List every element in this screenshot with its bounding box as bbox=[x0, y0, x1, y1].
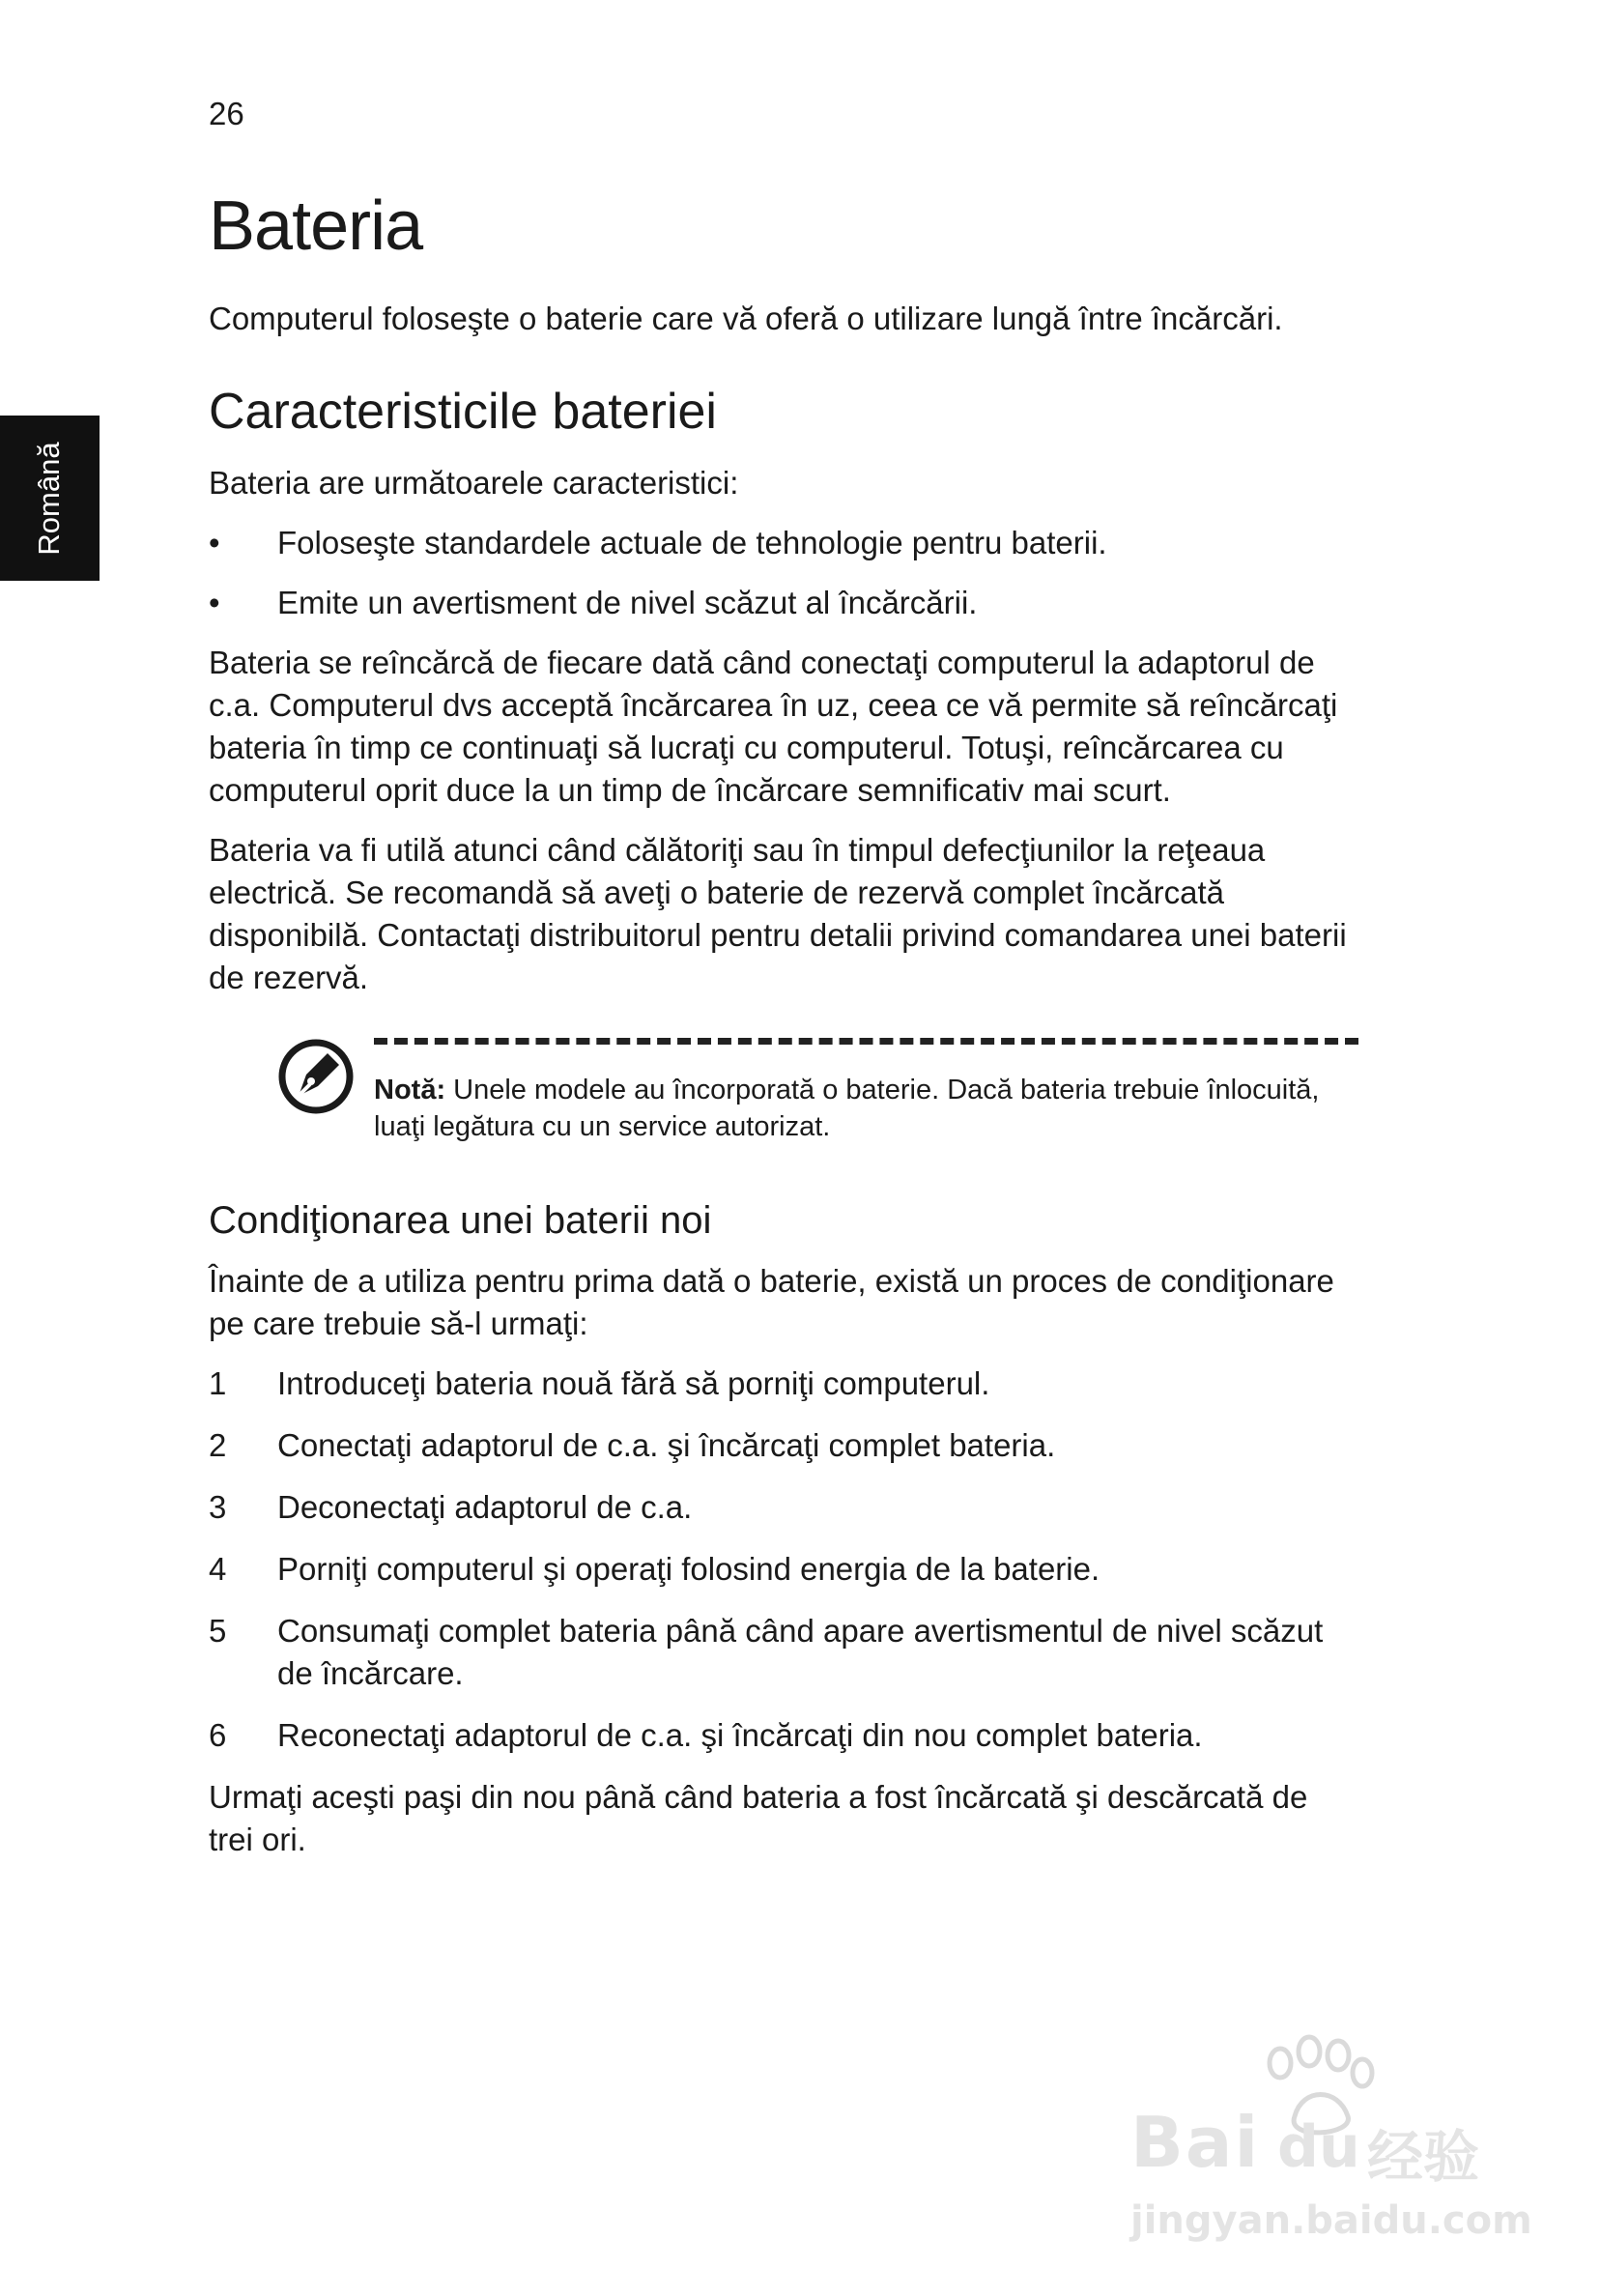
step-text: Reconectaţi adaptorul de c.a. şi încărcaţi din nou complet bateria. bbox=[277, 1717, 1203, 1753]
step-number: 6 bbox=[209, 1717, 227, 1753]
step-item bbox=[209, 1486, 1358, 1529]
step-text: Introduceţi bateria nouă fără să porniţi computerul. bbox=[277, 1365, 990, 1401]
bullet-marker: • bbox=[209, 585, 220, 620]
intro-paragraph: Computerul foloseşte o baterie care vă oferă o utilizare lungă între încărcări. bbox=[209, 301, 1283, 336]
note-pen-icon bbox=[277, 1038, 355, 1115]
step-number: 4 bbox=[209, 1551, 227, 1587]
language-tab bbox=[0, 416, 100, 581]
watermark-cn: 经验 bbox=[1367, 2124, 1480, 2190]
step-text: Deconectaţi adaptorul de c.a. bbox=[277, 1489, 693, 1525]
language-tab-label: Română bbox=[32, 442, 66, 556]
list-item bbox=[209, 522, 1358, 564]
step-number: 2 bbox=[209, 1427, 227, 1463]
bullet-marker: • bbox=[209, 525, 220, 560]
page-number: 26 bbox=[209, 96, 244, 131]
list-item-text: Foloseşte standardele actuale de tehnologie pentru baterii. bbox=[277, 525, 1107, 560]
step-item bbox=[209, 1363, 1358, 1405]
step-item bbox=[209, 1610, 1358, 1695]
step-item bbox=[209, 1714, 1358, 1757]
baidu-watermark bbox=[1130, 2034, 1532, 2256]
watermark-brand-tail: du bbox=[1277, 2113, 1360, 2181]
section-lead: Bateria are următoarele caracteristici: bbox=[209, 465, 739, 501]
note-body: Unele modele au încorporată o baterie. Dacă bateria trebuie înlocuită, luaţi legătura cu un service autorizat. bbox=[374, 1075, 1320, 1142]
note-label: Notă: bbox=[374, 1075, 446, 1105]
step-text: Consumaţi complet bateria până când apare avertismentul de nivel scăzut de încărcare. bbox=[277, 1613, 1324, 1691]
body-paragraph: Bateria se reîncărcă de fiecare dată când conectaţi computerul la adaptorul de c.a. Computerul dvs acceptă încărcarea în uz, ceea ce vă permite să reîncărcaţi bateria în timp ce continuaţi să lucraţi cu computerul. Totuşi, reîncărcarea cu computerul oprit duce la un timp de încărcare semnificativ mai scurt. bbox=[209, 645, 1338, 808]
page-content bbox=[209, 182, 1358, 1879]
step-number: 1 bbox=[209, 1365, 227, 1401]
body-paragraph: Bateria va fi utilă atunci când călătoriţi sau în timpul defecţiunilor la reţeaua electrică. Se recomandă să aveţi o baterie de rezervă complet încărcată disponibilă. Contactaţi distribuitorul pentru detalii privind comandarea unei baterii de rezervă. bbox=[209, 832, 1347, 995]
step-number: 5 bbox=[209, 1613, 227, 1649]
step-item bbox=[209, 1548, 1358, 1591]
note-box bbox=[277, 1038, 1358, 1154]
list-item-text: Emite un avertisment de nivel scăzut al încărcării. bbox=[277, 585, 978, 620]
note-divider bbox=[374, 1038, 1358, 1045]
step-text: Porniţi computerul şi operaţi folosind energia de la baterie. bbox=[277, 1551, 1100, 1587]
subsection-title: Condiţionarea unei baterii noi bbox=[209, 1199, 712, 1242]
page-title: Bateria bbox=[209, 187, 423, 265]
step-text: Conectaţi adaptorul de c.a. şi încărcaţi complet bateria. bbox=[277, 1427, 1056, 1463]
conditioning-steps bbox=[209, 1363, 1358, 1757]
list-item bbox=[209, 582, 1358, 624]
watermark-brand: Bai bbox=[1130, 2102, 1261, 2183]
watermark-url: jingyan.baidu.com bbox=[1130, 2198, 1532, 2243]
section-title: Caracteristicile bateriei bbox=[209, 384, 717, 440]
subsection-lead: Înainte de a utiliza pentru prima dată o baterie, există un proces de condiţionare pe care trebuie să-l urmaţi: bbox=[209, 1263, 1334, 1341]
feature-list bbox=[209, 522, 1358, 624]
note-text bbox=[374, 1072, 1358, 1145]
closing-paragraph: Urmaţi aceşti paşi din nou până când bateria a fost încărcată şi descărcată de trei ori. bbox=[209, 1779, 1308, 1857]
step-item bbox=[209, 1424, 1358, 1467]
step-number: 3 bbox=[209, 1489, 227, 1525]
